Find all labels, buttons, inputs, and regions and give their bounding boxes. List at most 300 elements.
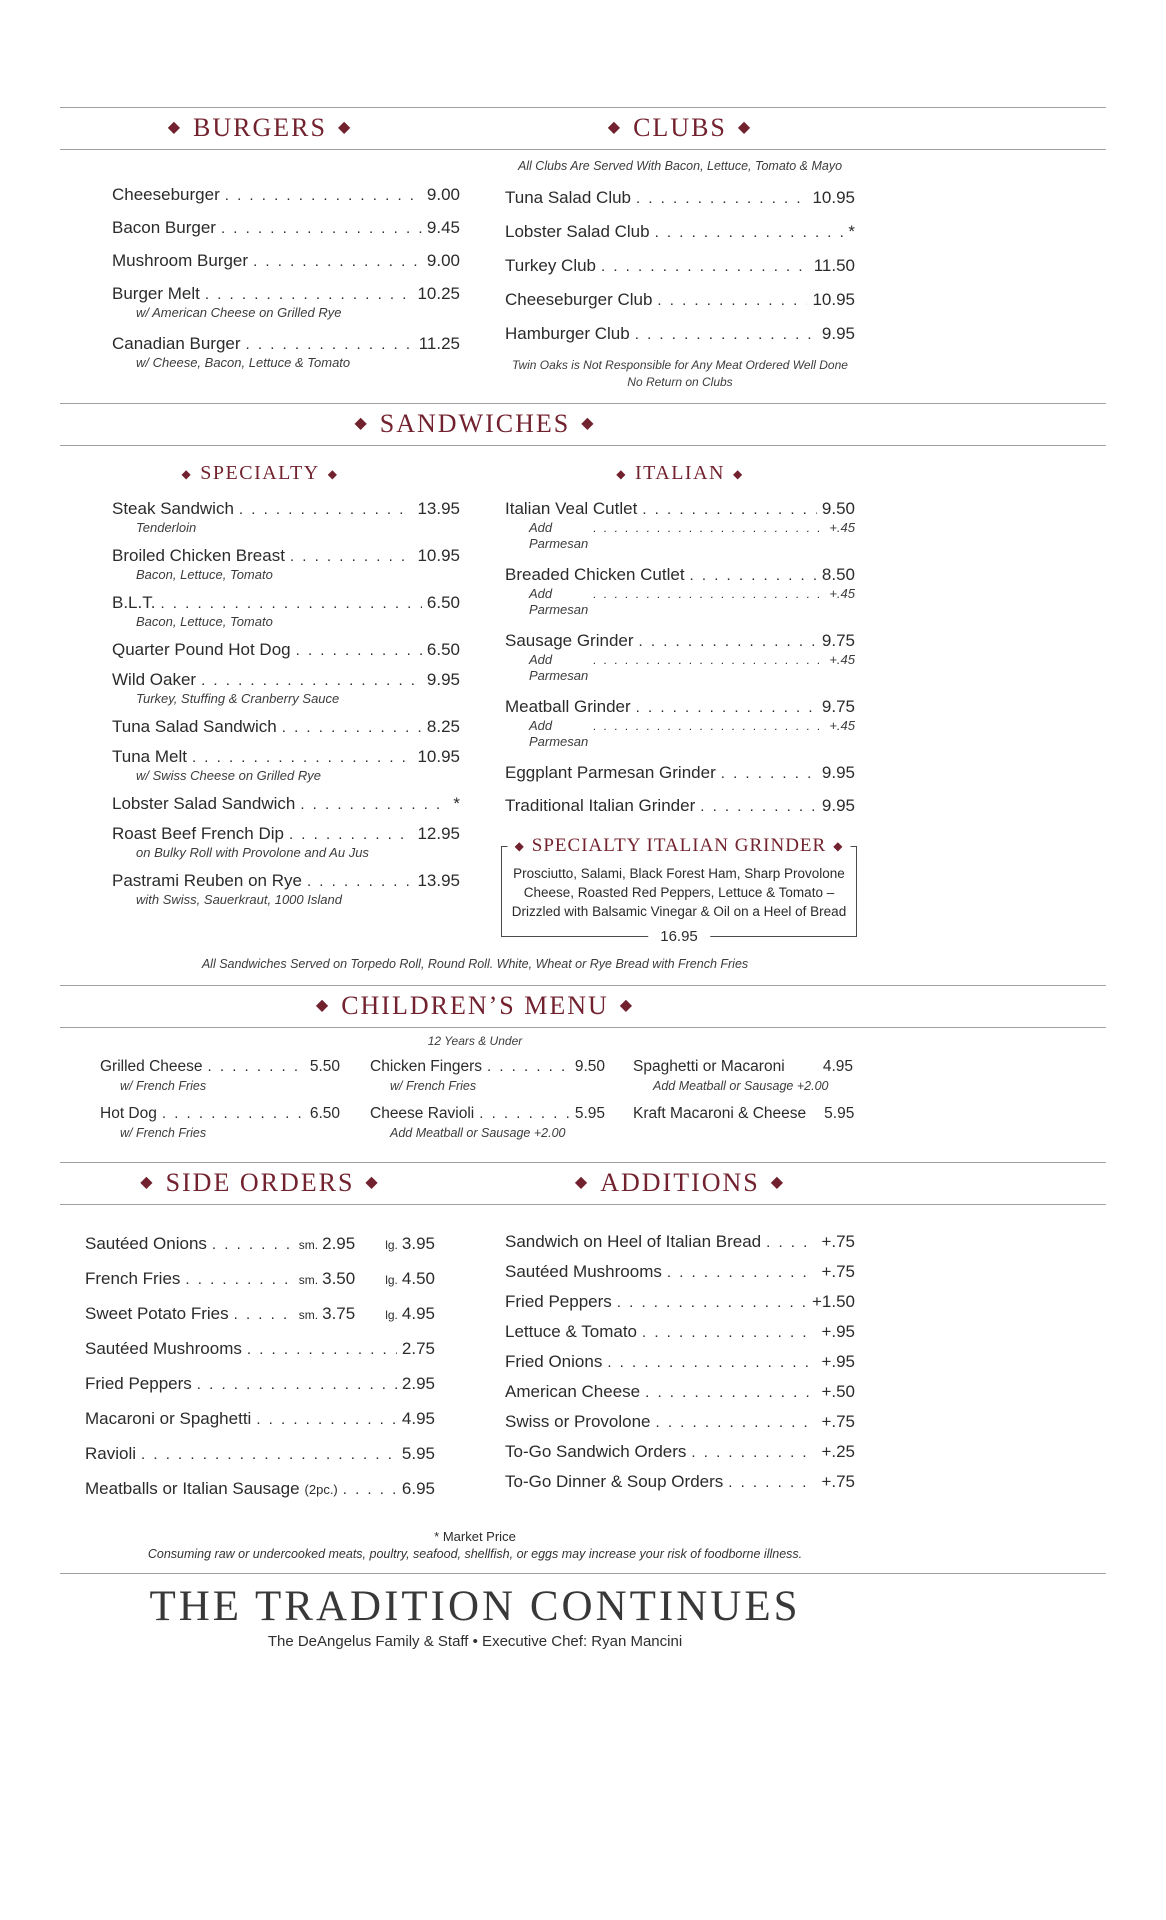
menu-item-row [85,1443,435,1464]
item-name: Meatball Grinder [505,697,631,716]
menu-item-row [112,793,460,814]
item-name: Lettuce & Tomato [505,1322,637,1341]
clubs-title-text: CLUBS [633,113,727,142]
specialty-italian-grinder-box [501,835,857,945]
diamond-icon: ◆ [616,466,627,481]
dot-leader [601,258,809,276]
item-name: Steak Sandwich [112,499,234,518]
clubs-section-title [608,112,752,144]
item-name: Traditional Italian Grinder [505,796,696,815]
item-description: Tenderloin [136,520,197,535]
dot-leader [201,672,422,690]
item-addon-row [529,519,855,552]
diamond-icon: ◆ [574,1174,590,1191]
item-price: 10.95 [812,290,855,309]
menu-item-row [505,187,855,208]
item-name: Tuna Salad Sandwich [112,717,277,736]
dot-leader [766,1234,816,1252]
menu-item-row [85,1408,435,1429]
menu-item-row [112,716,460,737]
burgers-list [60,184,460,371]
additions-title-text: ADDITIONS [600,1168,760,1197]
dot-leader [289,826,412,844]
item-price: +.95 [821,1322,855,1341]
menu-item [112,793,460,814]
side-orders-list [60,1233,460,1499]
dot-leader [256,1411,397,1429]
item-price: +.75 [821,1472,855,1491]
menu-item [85,1373,435,1394]
childrens-column-1 [100,1056,340,1150]
item-name: Quarter Pound Hot Dog [112,640,291,659]
menu-item-row [505,1261,855,1282]
dot-leader [700,798,817,816]
menu-item [505,323,855,344]
item-description: w/ Cheese, Bacon, Lettuce & Tomato [136,355,351,370]
clubs-footnote [505,357,855,391]
menu-item-row [85,1478,435,1499]
item-name: Wild Oaker [112,670,197,689]
menu-item-row [112,639,460,660]
item-name: Pastrami Reuben on Rye [112,871,302,890]
menu-item-row [85,1303,435,1324]
menu-item-row [85,1268,435,1289]
menu-item [505,762,855,783]
burgers-section-title [168,112,353,144]
item-price: 12.95 [417,824,460,843]
sandwiches-footer-note: All Sandwiches Served on Torpedo Roll, Round Roll. White, Wheat or Rye Bread with French Fries [201,957,749,971]
item-name: Spaghetti or Macaroni [633,1058,785,1075]
menu-item-row [505,1321,855,1342]
menu-item [505,795,855,816]
sandwiches-header-band [60,404,890,445]
menu-item-row [505,323,855,344]
menu-item-row [505,1471,855,1492]
tradition-tagline: THE TRADITION CONTINUES [149,1583,801,1630]
item-description: Bacon, Lettuce, Tomato [136,614,273,629]
small-size-label: sm. [298,1238,319,1252]
item-price: 10.95 [812,188,855,207]
dot-leader [657,292,807,310]
item-description: Bacon, Lettuce, Tomato [136,567,273,582]
large-size-label: lg. [385,1273,398,1287]
menu-item-row [505,255,855,276]
menu-item [85,1478,435,1499]
sandwiches-title-text: SANDWICHES [379,409,571,438]
menu-item [505,1291,855,1312]
dot-leader [253,253,422,271]
menu-item-row [112,592,460,613]
dot-leader [225,187,422,205]
diamond-icon: ◆ [337,119,353,136]
menu-item-row [633,1103,853,1124]
item-name: Fried Peppers [505,1292,612,1311]
item-price: +.75 [821,1232,855,1251]
menu-item [112,746,460,784]
item-price: 10.25 [417,284,460,303]
dot-leader [721,765,817,783]
diamond-icon: ◆ [737,119,753,136]
dot-leader [690,567,817,585]
menu-item [633,1103,853,1124]
menu-item [505,255,855,276]
item-price: 9.50 [574,1058,605,1075]
menu-item-row [112,823,460,844]
dot-leader [160,595,421,613]
dot-leader [691,1444,816,1462]
small-size-price: 3.75 [322,1304,356,1323]
item-name: Meatballs or Italian Sausage [85,1479,300,1498]
dot-leader [247,1341,397,1359]
additions-section-title [575,1167,785,1199]
item-price: 11.25 [418,334,460,353]
menu-item-row [505,1441,855,1462]
menu-item-row [112,498,460,519]
side-orders-section-title [140,1167,379,1199]
dot-leader [635,326,817,344]
item-name: Sandwich on Heel of Italian Bread [505,1232,762,1251]
item-name: Sautéed Mushrooms [505,1262,662,1281]
item-price: 9.00 [426,185,460,204]
diamond-icon: ◆ [315,997,331,1014]
item-description: with Swiss, Sauerkraut, 1000 Island [136,892,342,907]
item-name: Cheeseburger [112,185,220,204]
dot-leader [290,548,413,566]
diamond-icon: ◆ [732,466,744,481]
large-size-label: lg. [385,1238,398,1252]
menu-item-row [112,217,460,238]
menu-item-row [505,696,855,717]
item-price: 9.95 [821,324,855,343]
dot-leader [639,633,817,651]
item-name: Sautéed Onions [85,1234,207,1253]
menu-item-row [85,1233,435,1254]
item-price: 5.95 [574,1105,605,1122]
menu-item [112,639,460,660]
addon-name: Add Parmesan [529,586,589,617]
large-size-label: lg. [385,1308,398,1322]
item-name: Italian Veal Cutlet [505,499,638,518]
item-name: French Fries [85,1269,181,1288]
additions-list [505,1231,855,1492]
large-size-price: 4.50 [401,1269,435,1288]
italian-title-text: ITALIAN [635,462,725,484]
dot-leader [205,286,413,304]
menu-item-row [112,250,460,271]
dot-leader [593,585,826,603]
dot-leader [239,501,413,519]
clubs-footnote-line1: Twin Oaks is Not Responsible for Any Meat Ordered Well Done [512,358,848,372]
menu-item [370,1056,605,1094]
menu-item [112,716,460,737]
item-price: +1.50 [811,1292,855,1311]
item-name: Eggplant Parmesan Grinder [505,763,716,782]
item-name: American Cheese [505,1382,641,1401]
dot-leader [487,1058,570,1076]
menu-item-row [85,1338,435,1359]
italian-subsection-title [505,462,855,485]
menu-item [505,187,855,208]
childrens-title-text: CHILDREN’S MENU [341,991,609,1020]
item-price: 6.50 [426,593,460,612]
menu-item [505,1231,855,1252]
menu-item [85,1408,435,1429]
menu-item [505,289,855,310]
item-price: 6.50 [309,1105,340,1122]
menu-item-row [633,1056,853,1077]
diamond-icon: ◆ [327,466,339,481]
childrens-column-2 [370,1056,605,1150]
item-name: Burger Melt [112,284,200,303]
item-name: Grilled Cheese [100,1058,203,1075]
item-price: 8.50 [821,565,855,584]
item-price: 2.75 [401,1339,435,1358]
menu-item-row [100,1056,340,1077]
small-size-label: sm. [298,1273,319,1287]
dot-leader [234,1306,296,1324]
menu-item [112,333,460,371]
dot-leader [343,1481,397,1499]
menu-item [85,1443,435,1464]
item-price: 5.50 [309,1058,340,1075]
sides-additions-header-band [60,1163,890,1204]
item-addon-row [529,651,855,684]
dot-leader [300,796,448,814]
addon-price: +.45 [829,718,855,733]
item-name: Macaroni or Spaghetti [85,1409,252,1428]
item-name: Tuna Melt [112,747,187,766]
dot-leader [197,1376,397,1394]
item-price: 9.75 [821,631,855,650]
item-name: Cheese Ravioli [370,1105,475,1122]
dot-leader [141,1446,397,1464]
dot-leader [282,719,422,737]
diamond-icon: ◆ [833,839,844,853]
item-price: 4.95 [401,1409,435,1428]
specialty-subsection-title [60,462,460,485]
menu-item [505,630,855,684]
menu-item-row [112,545,460,566]
burgers-title-text: BURGERS [193,113,327,142]
menu-item [505,1411,855,1432]
menu-item [112,498,460,536]
burgers-clubs-header-band [60,108,890,149]
food-safety-warning: Consuming raw or undercooked meats, poultry, seafood, shellfish, or eggs may increase your risk of foodborne illness. [147,1547,803,1561]
item-name: Hamburger Club [505,324,630,343]
item-description: Add Meatball or Sausage +2.00 [653,1079,829,1093]
menu-item-row [505,762,855,783]
menu-item-row [505,498,855,519]
menu-item-row [85,1373,435,1394]
menu-item-row [112,333,460,354]
item-price: +.25 [821,1442,855,1461]
menu-item [112,250,460,271]
menu-item-row [505,1381,855,1402]
menu-item-row [505,1291,855,1312]
menu-item [505,564,855,618]
item-price: 10.95 [417,747,460,766]
item-name: Cheeseburger Club [505,290,653,309]
dot-leader [185,1271,295,1289]
menu-item-row [505,1351,855,1372]
menu-item [112,545,460,583]
menu-item [85,1233,435,1254]
item-price: * [453,794,460,813]
specialty-grinder-title-text: SPECIALTY ITALIAN GRINDER [531,835,827,856]
item-description: w/ Swiss Cheese on Grilled Rye [136,768,321,783]
item-price: 13.95 [417,499,460,518]
diamond-icon: ◆ [770,1174,786,1191]
menu-item [505,1441,855,1462]
item-name: Fried Onions [505,1352,603,1371]
market-price-note: * Market Price [434,1529,516,1544]
menu-item [85,1303,435,1324]
item-addon-row [529,717,855,750]
diamond-icon: ◆ [365,1174,380,1191]
item-description: on Bulky Roll with Provolone and Au Jus [136,845,369,860]
item-price: 10.95 [417,546,460,565]
item-name: Broiled Chicken Breast [112,546,285,565]
menu-item-row [505,630,855,651]
menu-item-row [370,1103,605,1124]
item-name: Swiss or Provolone [505,1412,651,1431]
menu-item-row [505,289,855,310]
item-price: 9.45 [426,218,460,237]
small-size-price: 3.50 [322,1269,356,1288]
item-price: +.75 [821,1412,855,1431]
item-name: To-Go Sandwich Orders [505,1442,687,1461]
sandwiches-section-title [354,408,595,440]
item-name: To-Go Dinner & Soup Orders [505,1472,724,1491]
menu-item [100,1056,340,1094]
item-name: Hot Dog [100,1105,157,1122]
dot-leader [645,1384,816,1402]
menu-item-row [112,184,460,205]
dot-leader [593,651,826,669]
diamond-icon: ◆ [514,839,525,853]
addon-name: Add Parmesan [529,520,589,551]
item-name: Mushroom Burger [112,251,249,270]
menu-item [505,1261,855,1282]
item-name: Lobster Salad Club [505,222,650,241]
item-price: 9.95 [426,670,460,689]
item-name: Roast Beef French Dip [112,824,284,843]
menu-item [505,1351,855,1372]
dot-leader [208,1058,305,1076]
item-price: 2.95 [401,1374,435,1393]
dot-leader [656,1414,817,1432]
menu-item [505,498,855,552]
menu-item [100,1103,340,1141]
item-price: 9.95 [821,796,855,815]
large-size-price: 4.95 [401,1304,435,1323]
menu-item [505,696,855,750]
item-addon-row [529,585,855,618]
dot-leader [617,1294,807,1312]
item-name: Sautéed Mushrooms [85,1339,242,1358]
dot-leader [642,501,817,519]
diamond-icon: ◆ [167,119,183,136]
dot-leader [593,717,826,735]
dot-leader [246,336,414,354]
diamond-icon: ◆ [140,1174,155,1191]
menu-item [112,217,460,238]
item-price: 6.95 [401,1479,435,1498]
childrens-menu-grid [60,1056,890,1150]
menu-item [112,184,460,205]
clubs-footnote-line2: No Return on Clubs [627,375,733,389]
item-name: Fried Peppers [85,1374,192,1393]
family-credit-line: The DeAngelus Family & Staff • Executive Chef: Ryan Mancini [267,1633,683,1650]
item-price: 11.50 [813,256,855,275]
addon-name: Add Parmesan [529,652,589,683]
item-price: 9.75 [821,697,855,716]
item-price: 9.95 [821,763,855,782]
menu-item-row [505,564,855,585]
diamond-icon: ◆ [181,466,193,481]
item-price: 6.50 [426,640,460,659]
item-name: Breaded Chicken Cutlet [505,565,685,584]
menu-item-row [505,795,855,816]
menu-item [112,592,460,630]
menu-item [505,1381,855,1402]
item-description: Turkey, Stuffing & Cranberry Sauce [136,691,340,706]
item-name: Chicken Fingers [370,1058,482,1075]
menu-item [370,1103,605,1141]
item-name: Ravioli [85,1444,137,1463]
item-price: * [848,222,855,241]
item-description: Add Meatball or Sausage +2.00 [390,1126,566,1140]
menu-item [505,221,855,242]
specialty-title-text: SPECIALTY [200,462,320,484]
diamond-icon: ◆ [619,997,635,1014]
item-price: 8.25 [426,717,460,736]
item-price: +.50 [821,1382,855,1401]
item-name: Bacon Burger [112,218,216,237]
menu-item-row [505,1231,855,1252]
item-description: w/ French Fries [120,1079,207,1093]
menu-item-row [505,221,855,242]
item-name: Sausage Grinder [505,631,634,650]
menu-item [112,669,460,707]
menu-item [112,823,460,861]
menu-item [85,1338,435,1359]
addon-price: +.45 [829,520,855,535]
item-price: 5.95 [824,1105,855,1122]
item-price: 13.95 [417,871,460,890]
item-name: Lobster Salad Sandwich [112,794,296,813]
item-price: +.75 [821,1262,855,1281]
item-note: (2pc.) [304,1482,338,1497]
item-name: Sweet Potato Fries [85,1304,229,1323]
item-name: Kraft Macaroni & Cheese [633,1105,807,1122]
dot-leader [593,519,826,537]
specialty-grinder-description: Prosciutto, Salami, Black Forest Ham, Sharp Provolone Cheese, Roasted Red Peppers, Lettuce & Tomato – Drizzled with Balsamic Vinegar & Oil on a Heel of Bread [511,866,847,919]
dot-leader [642,1324,816,1342]
dot-leader [212,1236,296,1254]
divider [60,1027,1106,1028]
item-name: Turkey Club [505,256,597,275]
dot-leader [307,873,413,891]
dot-leader [221,220,422,238]
item-description: w/ French Fries [390,1079,477,1093]
item-name: B.L.T. [112,593,156,612]
item-name: Tuna Salad Club [505,188,632,207]
childrens-section-title [316,990,634,1022]
small-size-label: sm. [298,1308,319,1322]
menu-item [505,1321,855,1342]
menu-item [112,283,460,321]
